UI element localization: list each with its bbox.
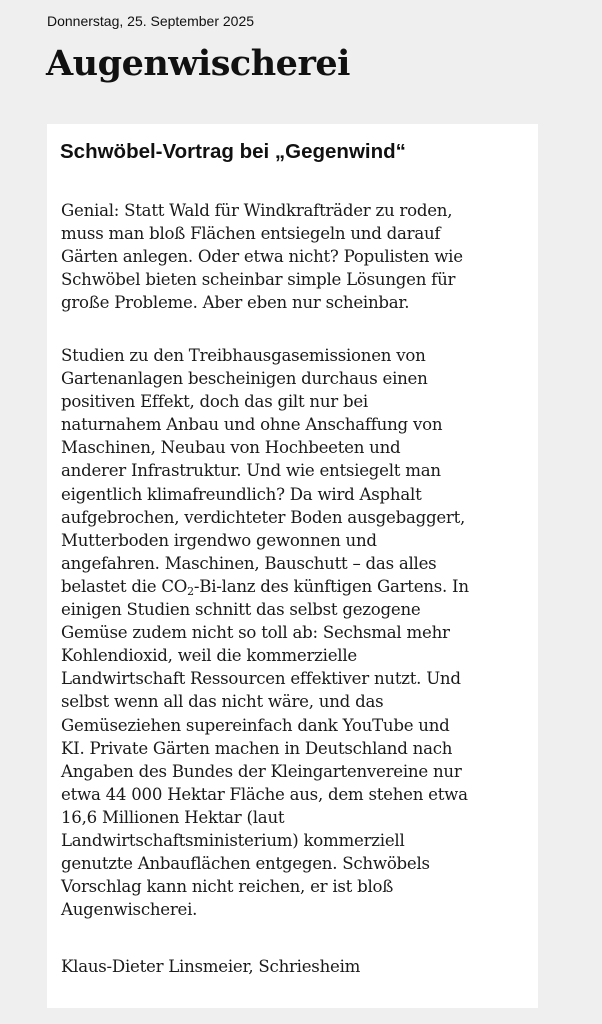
text-line: Landwirtschaft Ressourcen effektiver nutzt. Und <box>61 669 461 689</box>
text-line: Gärten anlegen. Oder etwa nicht? Populisten wie <box>61 247 463 267</box>
letter-card <box>47 124 538 1008</box>
letter-title: Schwöbel-Vortrag bei „Gegenwind“ <box>60 140 406 163</box>
text-line: naturnahem Anbau und ohne Anschaffung von <box>61 415 443 435</box>
co2-text: belastet die CO <box>61 576 188 596</box>
letter-signature: Klaus-Dieter Linsmeier, Schriesheim <box>61 957 361 976</box>
letter-paragraph-2 <box>61 344 536 921</box>
page-headline: Augenwischerei <box>46 43 350 84</box>
letter-paragraph-1 <box>61 199 536 314</box>
text-line: Augenwischerei. <box>61 900 198 920</box>
text-line: Schwöbel bieten scheinbar simple Lösungen für <box>61 270 456 290</box>
text-line: etwa 44 000 Hektar Fläche aus, dem stehen etwa <box>61 784 468 804</box>
text-line: Angaben des Bundes der Kleingartenvereine nur <box>61 761 462 781</box>
text-line: angefahren. Maschinen, Bauschutt – das alles <box>61 553 437 573</box>
text-line: KI. Private Gärten machen in Deutschland nach <box>61 738 453 758</box>
co2-subscript: 2 <box>187 584 194 598</box>
text-line: genutzte Anbauflächen entgegen. Schwöbels <box>61 854 430 874</box>
text-line: eigentlich klimafreundlich? Da wird Asphalt <box>61 484 422 504</box>
text-line: selbst wenn all das nicht wäre, und das <box>61 692 384 712</box>
text-line: große Probleme. Aber eben nur scheinbar. <box>61 293 410 313</box>
text-line: 16,6 Millionen Hektar (laut <box>61 807 285 827</box>
text-line: Gemüseziehen supereinfach dank YouTube und <box>61 715 450 735</box>
text-line: Mutterboden irgendwo gewonnen und <box>61 530 377 550</box>
text-line: Genial: Statt Wald für Windkrafträder zu roden, <box>61 201 453 220</box>
text-line: aufgebrochen, verdichteter Boden ausgebaggert, <box>61 507 466 527</box>
text-line: Landwirtschaftsministerium) kommerziell <box>61 830 405 850</box>
text-line: positiven Effekt, doch das gilt nur bei <box>61 392 368 412</box>
text-line: Kohlendioxid, weil die kommerzielle <box>61 646 357 666</box>
text-line: muss man bloß Flächen entsiegeln und darauf <box>61 224 441 244</box>
text-line: Gemüse zudem nicht so toll ab: Sechsmal mehr <box>61 623 450 643</box>
text-line: Vorschlag kann nicht reichen, er ist bloß <box>61 877 394 897</box>
text-line: Gartenanlagen bescheinigen durchaus einen <box>61 369 428 389</box>
text-line: anderer Infrastruktur. Und wie entsiegelt man <box>61 461 441 481</box>
text-line-co2 <box>61 575 536 598</box>
text-line: einigen Studien schnitt das selbst gezogene <box>61 600 421 620</box>
publication-date: Donnerstag, 25. September 2025 <box>47 13 255 29</box>
text-line: Studien zu den Treibhausgasemissionen von <box>61 346 426 365</box>
co2-line-rest: -Bi-lanz des künftigen Gartens. In <box>193 576 469 596</box>
text-line: Maschinen, Neubau von Hochbeeten und <box>61 438 401 458</box>
